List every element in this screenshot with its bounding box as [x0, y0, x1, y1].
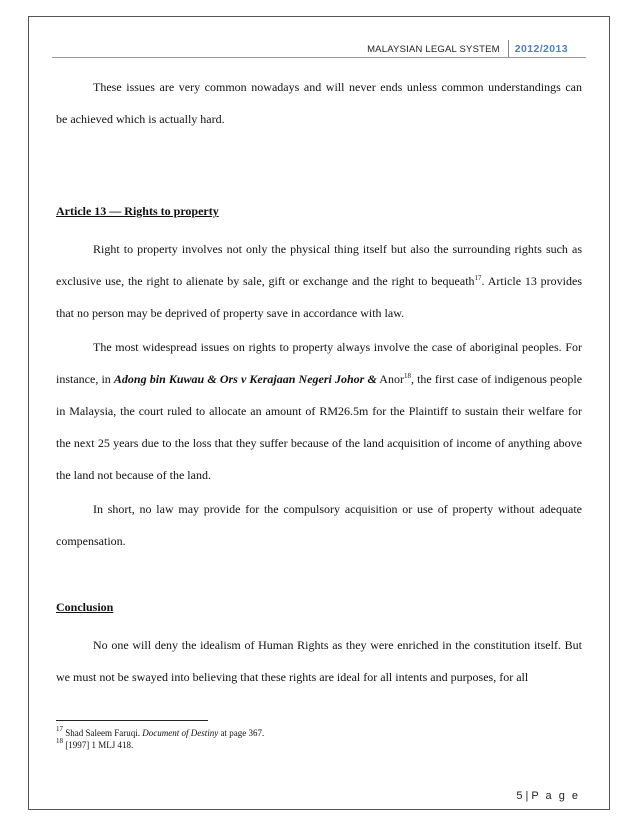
- conclusion-paragraph-1: No one will deny the idealism of Human Rights as they were enriched in the constitution itself. But we must not be swayed into believing that these rights are ideal for all intents and purposes, for all: [56, 638, 582, 684]
- article13-paragraph-1: [56, 233, 582, 329]
- page-number-separator: |: [525, 790, 529, 802]
- footnote-17: [56, 727, 264, 739]
- footnote-18-number: 18: [56, 737, 63, 745]
- footnote-ref-18: 18: [403, 372, 411, 380]
- intro-line-1: These issues are very common nowadays and will never ends unless common understandings can: [93, 80, 582, 94]
- footnote-17-text-b: at page 367.: [218, 728, 265, 738]
- footnote-17-text-a: Shad Saleem Faruqi.: [65, 728, 143, 738]
- header-title: MALAYSIAN LEGAL SYSTEM: [367, 43, 500, 55]
- page-number-value: 5: [516, 790, 523, 802]
- article13-heading: Article 13 — Rights to property: [56, 204, 219, 218]
- article13-paragraph-2: [56, 331, 582, 491]
- footnote-rule: [56, 720, 208, 721]
- article13-p1-text-b: . Article 13 provides that no person may be deprived of property save in accordance with law.: [56, 274, 582, 320]
- conclusion-section: [56, 591, 582, 693]
- footnote-17-title: Document of Destiny: [142, 728, 219, 738]
- page-label: P a g e: [531, 790, 580, 802]
- article13-section: [56, 195, 582, 557]
- intro-line-2: be achieved which is actually hard.: [56, 112, 225, 126]
- header-separator: [508, 40, 509, 58]
- conclusion-heading: Conclusion: [56, 600, 114, 614]
- article13-p2-text-a: The most widespread issues on rights to property always involve the case of aboriginal peoples. For instance, in: [56, 340, 582, 386]
- article13-p2-anor: Anor: [376, 372, 404, 386]
- footnote-17-number: 17: [56, 725, 63, 733]
- header-rule: [52, 57, 586, 58]
- footnote-18-text: [1997] 1 MLJ 418.: [65, 740, 134, 750]
- page-number: [516, 790, 580, 802]
- footnote-18: [56, 739, 133, 751]
- footnote-ref-17: 17: [474, 274, 482, 282]
- article13-p1-text-a: Right to property involves not only the physical thing itself but also the surrounding rights such as exclusive use, the right to alienate by sale, gift or exchange and the right to bequeath: [56, 242, 582, 288]
- article13-p2-text-b: , the first case of indigenous people in Malaysia, the court ruled to allocate an amount of RM26.5m for the Plaintiff to sustain their welfare for the next 25 years due to the loss that they suffer because of the land acquisition of income of anything above the land not because of the land.: [56, 372, 583, 482]
- running-header: [367, 40, 568, 58]
- intro-block: [56, 71, 582, 135]
- article13-paragraph-3: In short, no law may provide for the compulsory acquisition or use of property without adequate compensation.: [56, 502, 582, 548]
- case-name: Adong bin Kuwau & Ors v Kerajaan Negeri Johor &: [113, 372, 377, 386]
- header-year: 2012/2013: [514, 43, 568, 55]
